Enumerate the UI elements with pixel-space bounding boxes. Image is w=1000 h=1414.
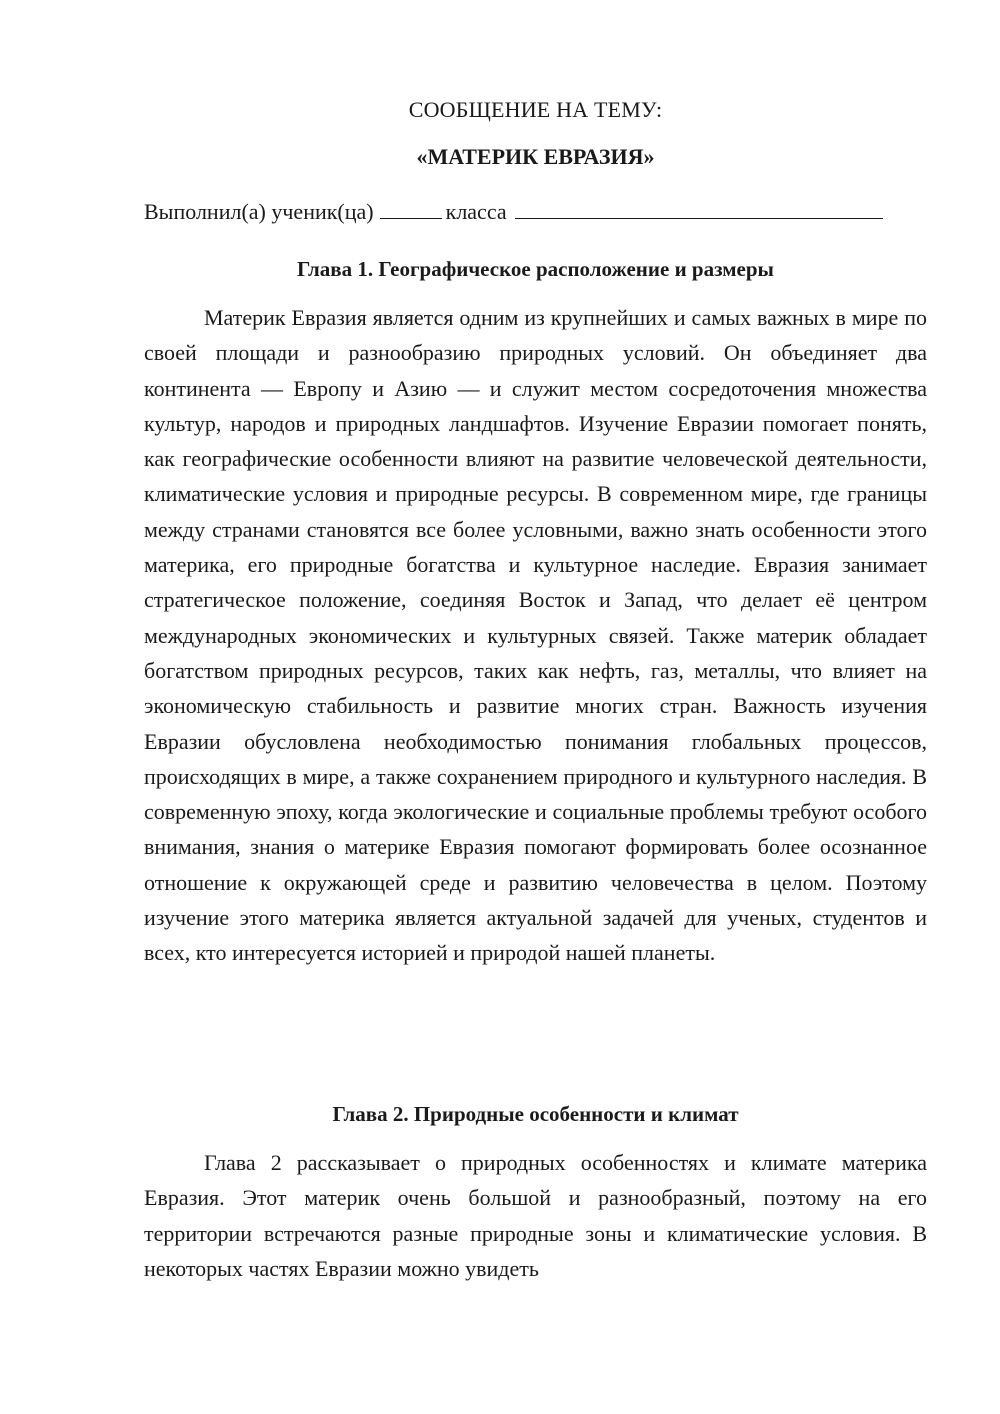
author-prefix: Выполнил(а) ученик(ца) — [144, 199, 374, 224]
document-title-line-2: «МАТЕРИК ЕВРАЗИЯ» — [416, 144, 655, 169]
class-number-blank — [380, 198, 442, 219]
chapter-2-heading: Глава 2. Природные особенности и климат — [332, 1102, 739, 1126]
author-name-blank — [515, 198, 883, 219]
document-title-line-1: СООБЩЕНИЕ НА ТЕМУ: — [408, 97, 663, 122]
chapter-1-paragraph: Материк Евразия является одним из крупнейших и самых важных в мире по своей площади и разнообразию природных условий. Он объединяет два континента — Европу и Азию — и служит местом сосредоточения множества культур, народов и природных ландшафтов. Изучение Евразии помогает понять, как географические особенности влияют на развитие человеческой деятельности, климатические условия и природные ресурсы. В современном мире, где границы между странами становятся все более условными, важно знать особенности этого материка, его природные богатства и культурное наследие. Евразия занимает стратегическое положение, соединяя Восток и Запад, что делает её центром международных экономических и культурных связей. Также материк обладает богатством природных ресурсов, таких как нефть, газ, металлы, что влияет на экономическую стабильность и развитие многих стран. Важность изучения Евразии обусловлена необходимостью понимания глобальных процессов, происходящих в мире, а также сохранением природного и культурного наследия. В современную эпоху, когда экологические и социальные проблемы требуют особого внимания, знания о материке Евразия помогают формировать более осознанное отношение к окружающей среде и развитию человечества в целом. Поэтому изучение этого материка является актуальной задачей для ученых, студентов и всех, кто интересуется историей и природой нашей планеты. — [144, 305, 927, 966]
chapter-1-heading: Глава 1. Географическое расположение и размеры — [297, 257, 774, 281]
author-line — [144, 198, 927, 225]
author-class-label: класса — [445, 199, 507, 224]
chapter-2-paragraph: Глава 2 рассказывает о природных особенностях и климате материка Евразия. Этот материк очень большой и разнообразный, поэтому на его территории встречаются разные природные зоны и климатические условия. В некоторых частях Евразии можно увидеть — [144, 1150, 927, 1281]
